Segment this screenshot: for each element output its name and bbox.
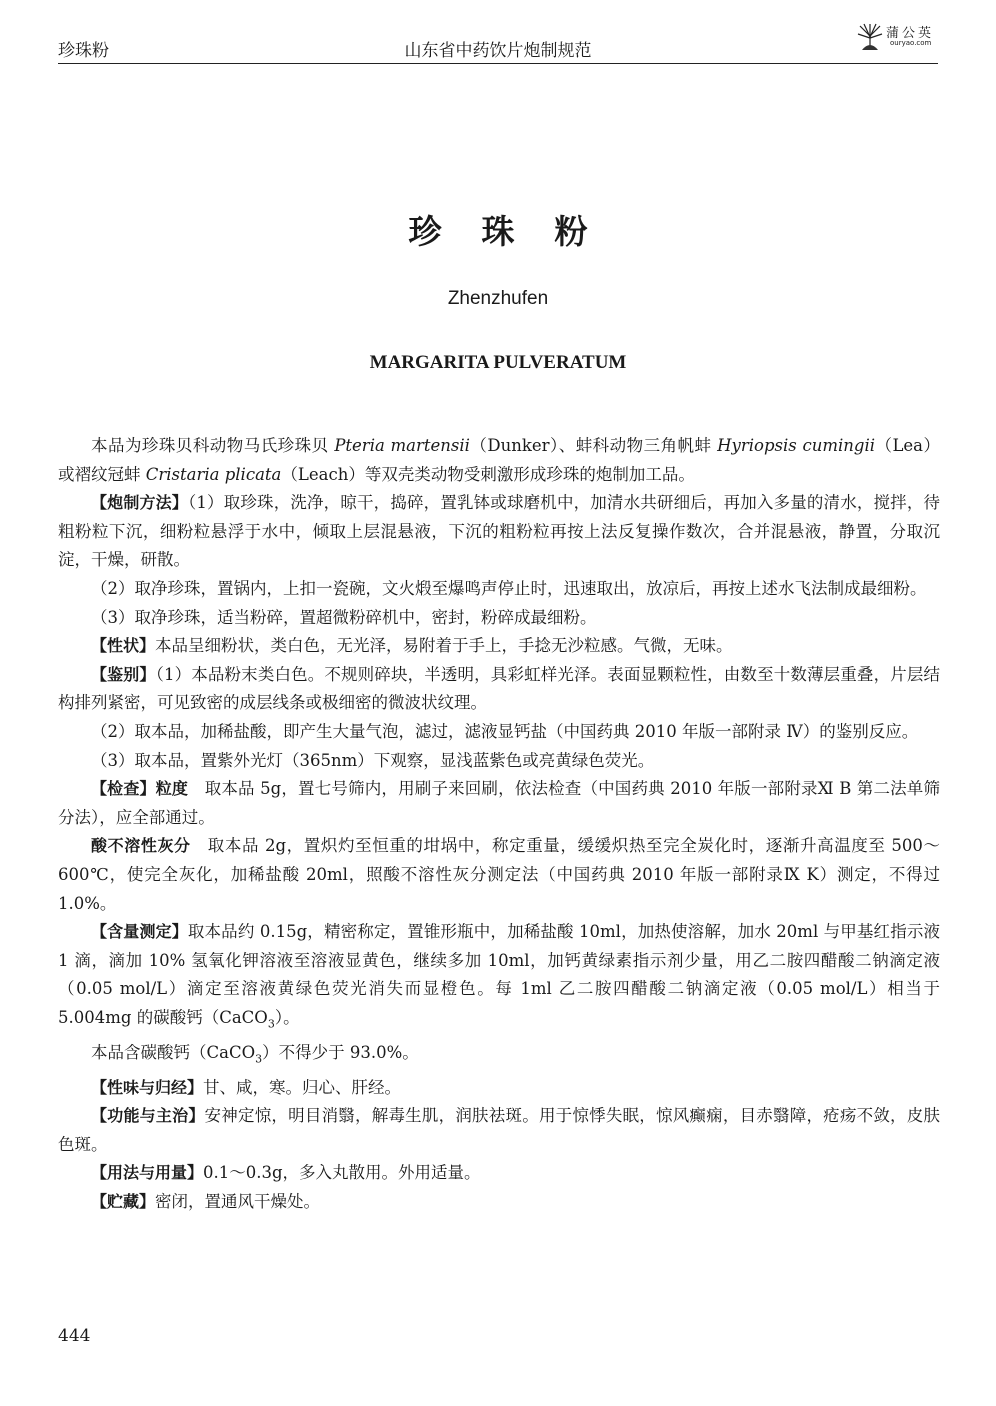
section-text: 取本品约 0.15g，精密称定，置锥形瓶中，加稀盐酸 10ml，加热使溶解，加水 20ml 与甲基红指示液 1 滴，滴加 10% 氢氧化钾溶液至溶液显黄色，继续多加 10ml，加钙黄绿素指示剂少量，用乙二胺四醋酸二钠滴定液（0.05 mol/L）滴定至溶液黄绿色荧光消失而显橙色。每 1ml 乙二胺四醋酸二钠滴定液（0.05 mol/L）相当于 5.004mg 的碳酸钙（CaCO: [58, 922, 940, 1027]
subsection-heading: 酸不溶性灰分: [91, 836, 191, 856]
intro-text-b: （Dunker）、蚌科动物三角帆蚌: [469, 436, 718, 455]
intro-paragraph: [58, 432, 940, 489]
section-heading: 【用法与用量】: [91, 1163, 204, 1183]
section-text: 取本品 2g，置炽灼至恒重的坩埚中，称定重量，缓缓炽热至完全炭化时，逐渐升高温度至 500～600℃，使完全灰化，加稀盐酸 20ml，照酸不溶性灰分测定法（中国药典 2010 年版一部附录Ⅸ K）测定，不得过 1.0%。: [58, 836, 940, 913]
identification-2: [58, 718, 940, 747]
section-heading: 【性味与归经】: [91, 1077, 204, 1097]
title-chinese: 珍珠粉: [408, 212, 628, 251]
nature-meridian-paragraph: [58, 1074, 940, 1103]
section-text: ）。: [274, 1007, 300, 1027]
publisher-logo: [856, 22, 946, 54]
subscript: 3: [255, 1052, 263, 1066]
acid-insoluble-ash-paragraph: [58, 832, 940, 918]
section-text: 取本品 5g，置七号筛内，用刷子来回刷，依法检查（中国药典 2010 年版一部附录Ⅺ B 第二法单筛分法），应全部通过。: [58, 779, 940, 827]
intro-text-c: （Lea）或褶纹冠蚌: [58, 436, 940, 484]
section-text: 本品含碳酸钙（CaCO: [91, 1042, 256, 1062]
identification-3: [58, 747, 940, 776]
section-text: （1）本品粉末类白色。不规则碎块，半透明，具彩虹样光泽。表面显颗粒性，由数至十数薄层重叠，片层结构排列紧密，可见致密的成层线条或极细密的微波状纹理。: [58, 664, 940, 713]
section-heading: 【贮藏】: [91, 1192, 156, 1212]
section-heading: 【功能与主治】: [91, 1106, 205, 1126]
logo-url: ouryao.com: [890, 39, 932, 47]
usage-dosage-paragraph: [58, 1159, 940, 1188]
running-header-title: 珍珠粉: [58, 41, 109, 61]
storage-paragraph: [58, 1188, 940, 1217]
section-text: 安神定惊，明目消翳，解毒生肌，润肤祛斑。用于惊悸失眠，惊风癫痫，目赤翳障，疮疡不敛，皮肤色斑。: [58, 1106, 940, 1154]
section-heading: 【检查】: [91, 779, 156, 799]
inspection-paragraph: [58, 775, 940, 832]
running-header-book: 山东省中药饮片炮制规范: [404, 41, 592, 61]
species-name: Pteria martensii: [334, 436, 470, 455]
assay-paragraph: [58, 918, 940, 1039]
subsection-heading: 粒度: [155, 779, 189, 799]
section-text: ）不得少于 93.0%。: [262, 1042, 419, 1062]
section-text: （3）取净珍珠，适当粉碎，置超微粉碎机中，密封，粉碎成最细粉。: [91, 607, 597, 627]
section-text: 本品呈细粉状，类白色，无光泽，易附着于手上，手捻无沙粒感。气微，无味。: [155, 636, 733, 656]
section-text: 甘、咸，寒。归心、肝经。: [203, 1077, 402, 1097]
intro-text-a: 本品为珍珠贝科动物马氏珍珠贝: [91, 436, 335, 455]
characters-paragraph: [58, 632, 940, 661]
dandelion-icon: [856, 22, 884, 52]
page-number: 444: [58, 1326, 91, 1346]
title-latin: MARGARITA PULVERATUM: [369, 352, 627, 373]
section-text: （3）取本品，置紫外光灯（365nm）下观察，显浅蓝紫色或亮黄绿色荧光。: [91, 750, 655, 770]
section-heading: 【鉴别】: [91, 664, 156, 684]
section-text: 密闭，置通风干燥处。: [155, 1192, 321, 1212]
section-text: （2）取净珍珠，置锅内，上扣一瓷碗，文火煅至爆鸣声停止时，迅速取出，放凉后，再按上述水飞法制成最细粉。: [91, 578, 927, 598]
title-pinyin: Zhenzhufen: [447, 288, 549, 309]
intro-text-d: （Leach）等双壳类动物受刺激形成珍珠的炮制加工品。: [281, 464, 695, 484]
section-text: 0.1～0.3g，多入丸散用。外用适量。: [203, 1163, 481, 1183]
species-name: Cristaria plicata: [145, 464, 282, 484]
section-heading: 【性状】: [91, 636, 156, 656]
section-text: （1）取珍珠，洗净，晾干，捣碎，置乳钵或球磨机中，加清水共研细后，再加入多量的清水，搅拌，待粗粉粒下沉，细粉粒悬浮于水中，倾取上层混悬液，下沉的粗粉粒再按上法反复操作数次，合并混悬液，静置，分取沉淀，干燥，研散。: [58, 493, 940, 570]
section-heading: 【含量测定】: [91, 922, 188, 942]
section-text: （2）取本品，加稀盐酸，即产生大量气泡，滤过，滤液显钙盐（中国药典 2010 年版一部附录 Ⅳ）的鉴别反应。: [91, 721, 919, 741]
identification-paragraph: [58, 661, 940, 718]
section-heading: 【炮制方法】: [91, 493, 188, 513]
header-rule: [58, 63, 938, 64]
assay-limit: [58, 1039, 940, 1074]
monograph-body: [58, 432, 940, 1217]
processing-method-paragraph: [58, 489, 940, 575]
functions-indications-paragraph: [58, 1102, 940, 1159]
logo-text: 蒲公英: [886, 26, 935, 41]
subscript: 3: [267, 1017, 275, 1031]
processing-method-2: [58, 575, 940, 604]
processing-method-3: [58, 604, 940, 633]
species-name: Hyriopsis cumingii: [717, 436, 876, 455]
